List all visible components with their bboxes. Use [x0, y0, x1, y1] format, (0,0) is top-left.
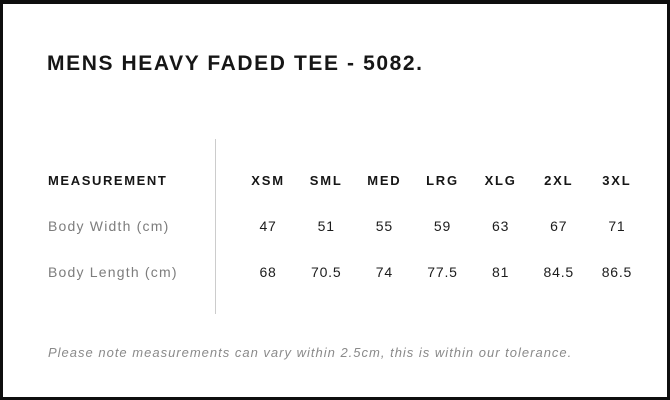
body-length-value: 77.5 [427, 264, 458, 280]
size-chart-table [48, 139, 646, 314]
size-header-2xl: 2XL [544, 172, 574, 188]
body-length-value: 70.5 [310, 264, 342, 280]
size-header-lrg: LRG [426, 172, 459, 188]
size-header-3xl: 3XL [602, 172, 632, 188]
body-width-value: 63 [492, 218, 510, 234]
measurement-column-header: MEASUREMENT [48, 172, 168, 188]
size-header-med: MED [367, 172, 402, 188]
body-width-value: 71 [608, 218, 626, 234]
size-header-xlg: XLG [484, 172, 517, 188]
body-width-value: 59 [433, 218, 452, 234]
body-width-value: 47 [259, 218, 277, 234]
body-length-value: 86.5 [601, 264, 633, 280]
size-header-xsm: XSM [251, 172, 285, 188]
body-length-value: 74 [375, 264, 393, 280]
row-label-body-length: Body Length (cm) [48, 264, 178, 280]
size-values-grid [215, 139, 646, 314]
body-length-value: 81 [492, 264, 510, 280]
row-label-body-width: Body Width (cm) [48, 218, 170, 234]
body-length-value: 84.5 [543, 264, 574, 280]
body-width-value: 55 [375, 218, 393, 234]
body-length-value: 68 [259, 264, 277, 280]
body-width-value: 51 [317, 218, 335, 234]
body-width-value: 67 [550, 218, 568, 234]
measurement-label-column [48, 139, 215, 314]
tolerance-note: Please note measurements can vary within 2.5cm, this is within our tolerance. [48, 345, 573, 360]
size-header-sml: SML [309, 172, 343, 188]
product-title: MENS HEAVY FADED TEE - 5082. [47, 52, 424, 75]
